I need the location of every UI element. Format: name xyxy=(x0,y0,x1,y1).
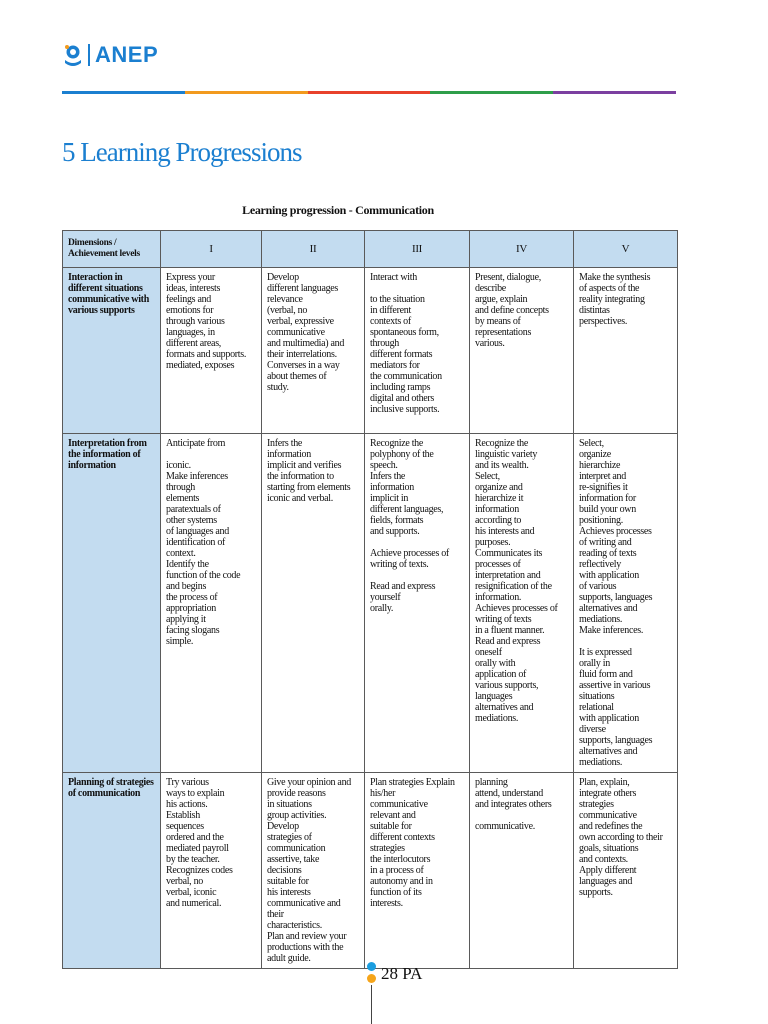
cell-text-line: of languages and xyxy=(166,526,229,537)
cell-text-line: identification of xyxy=(166,537,226,548)
cell-text-line: assertive in various xyxy=(579,680,651,691)
color-bar-segment xyxy=(185,91,308,94)
cell-text-line: mediations. xyxy=(579,757,623,768)
cell-text-line: ways to explain xyxy=(166,788,225,799)
cell-text-line: fluid form and xyxy=(579,669,633,680)
cell-text-line: his actions. xyxy=(166,799,208,810)
cell-text-line: resignification of the xyxy=(475,581,552,592)
level-cell xyxy=(161,268,262,434)
cell-text-line: and begins xyxy=(166,581,207,592)
cell-text-line: Select, xyxy=(475,471,500,482)
cell-text-line: Read and express oneself xyxy=(475,636,541,658)
cell-text-line: to the situation xyxy=(370,294,425,305)
cell-text-line: It is expressed xyxy=(579,647,632,658)
cell-text-line: processes of xyxy=(475,559,521,570)
color-bar-segment xyxy=(553,91,676,94)
cell-text-line: feelings and xyxy=(166,294,211,305)
cell-text-line: autonomy and in xyxy=(370,876,433,887)
level-header: I xyxy=(161,231,262,268)
cell-text-line: information for xyxy=(579,493,636,504)
color-bar-segment xyxy=(430,91,553,94)
footer-divider xyxy=(371,985,372,1024)
cell-text-line: sequences xyxy=(166,821,204,832)
cell-text-line: applying it xyxy=(166,614,206,625)
cell-text-line: writing of texts. xyxy=(370,559,429,570)
dimensions-header: Dimensions / Achievement levels xyxy=(63,231,161,268)
level-cell xyxy=(365,773,470,969)
cell-text-line: Present, dialogue, xyxy=(475,272,541,283)
dimension-cell: Interpretation from the information of information xyxy=(63,434,161,773)
cell-text-line: reading of texts xyxy=(579,548,637,559)
cell-text-line: through xyxy=(166,482,196,493)
cell-text-line: alternatives and xyxy=(475,702,534,713)
cell-text-line: in a fluent manner. xyxy=(475,625,545,636)
cell-text-line xyxy=(370,537,464,548)
cell-text-line: formats and supports. mediated, exposes xyxy=(166,349,247,371)
level-header: III xyxy=(365,231,470,268)
page-footer xyxy=(367,962,422,986)
cell-text-line: Recognizes codes xyxy=(166,865,233,876)
level-cell xyxy=(161,434,262,773)
level-cell xyxy=(470,434,574,773)
table-row xyxy=(63,434,678,773)
cell-text-line: facing slogans xyxy=(166,625,220,636)
cell-text-line: communicative xyxy=(370,799,428,810)
cell-text-line: various. xyxy=(475,338,505,349)
cell-text-line: starting from elements xyxy=(267,482,351,493)
footer-dot-icon xyxy=(367,962,376,971)
level-cell xyxy=(574,268,678,434)
cell-text-line: various supports, xyxy=(475,680,539,691)
cell-text-line: representations xyxy=(475,327,532,338)
cell-text-line: by means of xyxy=(475,316,521,327)
cell-text-line: Communicates its xyxy=(475,548,543,559)
cell-text-line: mediators for xyxy=(370,360,420,371)
cell-text-line: other systems xyxy=(166,515,217,526)
cell-text-line: Identify the xyxy=(166,559,209,570)
cell-text-line: different areas, xyxy=(166,338,221,349)
cell-text-line: polyphony of the xyxy=(370,449,434,460)
cell-text-line: information. xyxy=(475,592,522,603)
cell-text-line: alternatives and xyxy=(579,746,638,757)
cell-text-line: integrate others xyxy=(579,788,637,799)
cell-text-line: planning xyxy=(475,777,508,788)
cell-text-line: perspectives. xyxy=(579,316,628,327)
cell-text-line: Achieves processes xyxy=(579,526,652,537)
cell-text-line: Make the synthesis xyxy=(579,272,651,283)
cell-text-line: their interrelations. xyxy=(267,349,337,360)
cell-text-line: and supports. xyxy=(370,526,420,537)
cell-text-line: information xyxy=(370,482,414,493)
cell-text-line: communication xyxy=(267,843,326,854)
cell-text-line: supports, languages xyxy=(579,735,653,746)
cell-text-line: application of xyxy=(475,669,527,680)
cell-text-line: Recognize the xyxy=(370,438,424,449)
cell-text-line: Develop xyxy=(267,272,299,283)
cell-text-line: group activities. xyxy=(267,810,327,821)
cell-text-line: re-signifies it xyxy=(579,482,628,493)
cell-text-line: decisions xyxy=(267,865,302,876)
cell-text-line: verbal, expressive communicative xyxy=(267,316,334,338)
cell-text-line: emotions for xyxy=(166,305,214,316)
cell-text-line: hierarchize xyxy=(579,460,621,471)
cell-text-line: contexts of xyxy=(370,316,411,327)
cell-text-line: purposes. xyxy=(475,537,511,548)
cell-text-line: supports. xyxy=(579,887,613,898)
cell-text-line: verbal, iconic xyxy=(166,887,217,898)
cell-text-line: Read and express yourself xyxy=(370,581,436,603)
table-header-row xyxy=(63,231,678,268)
cell-text-line: Express your xyxy=(166,272,215,283)
cell-text-line: through xyxy=(370,338,400,349)
cell-text-line: attend, understand xyxy=(475,788,543,799)
cell-text-line: in situations xyxy=(267,799,312,810)
cell-text-line: interpretation and xyxy=(475,570,541,581)
cell-text-line: own according to their xyxy=(579,832,663,843)
cell-text-line: of aspects of the xyxy=(579,283,640,294)
level-cell xyxy=(574,434,678,773)
cell-text-line: context. xyxy=(166,548,196,559)
cell-text-line: speech. xyxy=(370,460,398,471)
cell-text-line: writing of texts xyxy=(475,614,532,625)
cell-text-line: characteristics. xyxy=(267,920,322,931)
cell-text-line: argue, explain xyxy=(475,294,528,305)
cell-text-line: Converses in a way xyxy=(267,360,340,371)
cell-text-line: communicative xyxy=(579,810,637,821)
cell-text-line: ideas, interests xyxy=(166,283,221,294)
cell-text-line: reality integrating xyxy=(579,294,645,305)
cell-text-line: by the teacher. xyxy=(166,854,220,865)
page-title: 5 Learning Progressions xyxy=(62,137,302,167)
cell-text-line: organize and xyxy=(475,482,523,493)
level-cell xyxy=(365,434,470,773)
cell-text-line: Achieve processes of xyxy=(370,548,449,559)
cell-text-line: study. xyxy=(267,382,289,393)
cell-text-line: paratextuals of xyxy=(166,504,221,515)
logo-separator xyxy=(88,44,90,66)
cell-text-line: hierarchize it xyxy=(475,493,524,504)
cell-text-line: function of the code xyxy=(166,570,241,581)
cell-text-line: of writing and xyxy=(579,537,632,548)
cell-text-line: interests. xyxy=(370,898,403,909)
cell-text-line: mediations. xyxy=(475,713,519,724)
cell-text-line: different languages relevance xyxy=(267,283,339,305)
cell-text-line: relational xyxy=(579,702,614,713)
cell-text-line: the communication xyxy=(370,371,442,382)
cell-text-line: implicit and verifies xyxy=(267,460,342,471)
cell-text-line: with application xyxy=(579,713,639,724)
cell-text-line: suitable for xyxy=(370,821,412,832)
dimension-cell: Planning of strategies of communication xyxy=(63,773,161,969)
cell-text-line: adult guide. xyxy=(267,953,311,964)
cell-text-line: communicative. xyxy=(475,821,535,832)
cell-text-line: fields, formats xyxy=(370,515,424,526)
cell-text-line: distintas xyxy=(579,305,610,316)
cell-text-line: function of its xyxy=(370,887,422,898)
level-header: IV xyxy=(470,231,574,268)
cell-text-line: the interlocutors xyxy=(370,854,431,865)
level-header: V xyxy=(574,231,678,268)
cell-text-line: strategies of xyxy=(267,832,312,843)
cell-text-line: Plan strategies Explain his/her xyxy=(370,777,455,799)
cell-text-line: build your own xyxy=(579,504,636,515)
cell-text-line: and redefines the xyxy=(579,821,643,832)
cell-text-line: relevant and xyxy=(370,810,416,821)
cell-text-line: and integrates others xyxy=(475,799,552,810)
cell-text-line: linguistic variety xyxy=(475,449,538,460)
level-cell xyxy=(262,434,365,773)
cell-text-line: orally with xyxy=(475,658,516,669)
cell-text-line: productions with the xyxy=(267,942,344,953)
cell-text-line: iconic. xyxy=(166,460,191,471)
cell-text-line: in a process of xyxy=(370,865,424,876)
cell-text-line xyxy=(370,283,464,294)
level-cell xyxy=(161,773,262,969)
logo-text: ANEP xyxy=(95,42,159,67)
cell-text-line: assertive, take xyxy=(267,854,320,865)
cell-text-line xyxy=(475,810,568,821)
cell-text-line: through various xyxy=(166,316,225,327)
table-row xyxy=(63,773,678,969)
level-cell xyxy=(470,268,574,434)
cell-text-line: and multimedia) and xyxy=(267,338,345,349)
level-cell xyxy=(574,773,678,969)
cell-text-line: and its wealth. xyxy=(475,460,529,471)
table-title: Learning progression - Communication xyxy=(242,203,434,217)
cell-text-line: Achieves processes of xyxy=(475,603,558,614)
cell-text-line: diverse xyxy=(579,724,606,735)
cell-text-line: orally. xyxy=(370,603,394,614)
cell-text-line: and numerical. xyxy=(166,898,222,909)
cell-text-line: elements xyxy=(166,493,200,504)
cell-text-line: spontaneous form, xyxy=(370,327,439,338)
cell-text-line: with application xyxy=(579,570,639,581)
cell-text-line: Plan and review your xyxy=(267,931,347,942)
cell-text-line: according to xyxy=(475,515,522,526)
cell-text-line: Plan, explain, xyxy=(579,777,630,788)
cell-text-line: organize xyxy=(579,449,611,460)
cell-text-line: simple. xyxy=(166,636,194,647)
cell-text-line: information xyxy=(475,504,519,515)
cell-text-line: strategies xyxy=(579,799,614,810)
table-row xyxy=(63,268,678,434)
cell-text-line: supports, languages xyxy=(579,592,653,603)
cell-text-line: interpret and xyxy=(579,471,626,482)
anep-logo xyxy=(62,40,158,70)
cell-text-line: the process of xyxy=(166,592,218,603)
color-bar-segment xyxy=(62,91,185,94)
cell-text-line: Infers the xyxy=(370,471,406,482)
cell-text-line: Recognize the xyxy=(475,438,529,449)
cell-text-line: mediations. xyxy=(579,614,623,625)
progression-table xyxy=(62,230,678,969)
page-number: 28 PA xyxy=(381,964,423,983)
cell-text-line: the information to xyxy=(267,471,334,482)
level-cell xyxy=(262,268,365,434)
cell-text-line: suitable for xyxy=(267,876,309,887)
cell-text-line: Give your opinion and provide reasons xyxy=(267,777,351,799)
anep-emblem-icon xyxy=(62,43,84,67)
cell-text-line: Infers the xyxy=(267,438,303,449)
level-cell xyxy=(365,268,470,434)
cell-text-line: alternatives and xyxy=(579,603,638,614)
header-color-bar xyxy=(62,91,676,94)
cell-text-line: (verbal, no xyxy=(267,305,308,316)
color-bar-segment xyxy=(308,91,431,94)
cell-text-line: Anticipate from xyxy=(166,438,226,449)
cell-text-line: including ramps xyxy=(370,382,431,393)
cell-text-line: Make inferences. xyxy=(579,625,644,636)
cell-text-line: situations xyxy=(579,691,615,702)
cell-text-line: information xyxy=(267,449,311,460)
cell-text-line: ordered and the xyxy=(166,832,224,843)
cell-text-line: positioning. xyxy=(579,515,623,526)
cell-text-line: Apply different xyxy=(579,865,637,876)
cell-text-line: and define concepts xyxy=(475,305,549,316)
cell-text-line: verbal, no xyxy=(166,876,203,887)
cell-text-line: his interests and xyxy=(475,526,535,537)
cell-text-line: different formats xyxy=(370,349,433,360)
cell-text-line: languages, in xyxy=(166,327,215,338)
cell-text-line: orally in xyxy=(579,658,610,669)
cell-text-line: of various xyxy=(579,581,617,592)
cell-text-line: implicit in xyxy=(370,493,409,504)
cell-text-line: his interests xyxy=(267,887,311,898)
cell-text-line: digital and others xyxy=(370,393,435,404)
cell-text-line: Develop xyxy=(267,821,299,832)
cell-text-line: Establish xyxy=(166,810,200,821)
footer-dots-icon xyxy=(367,962,377,986)
cell-text-line: inclusive supports. xyxy=(370,404,440,415)
cell-text-line: languages and xyxy=(579,876,633,887)
cell-text-line: Make inferences xyxy=(166,471,228,482)
level-cell xyxy=(262,773,365,969)
cell-text-line: reflectively xyxy=(579,559,621,570)
cell-text-line: Select, xyxy=(579,438,604,449)
cell-text-line: in different xyxy=(370,305,411,316)
cell-text-line: goals, situations xyxy=(579,843,639,854)
cell-text-line: mediated payroll xyxy=(166,843,229,854)
cell-text-line xyxy=(579,636,672,647)
cell-text-line xyxy=(370,570,464,581)
dimension-cell: Interaction in different situations communicative with various supports xyxy=(63,268,161,434)
cell-text-line: about themes of xyxy=(267,371,327,382)
cell-text-line xyxy=(166,449,256,460)
cell-text-line: different contexts strategies xyxy=(370,832,435,854)
cell-text-line: different languages, xyxy=(370,504,444,515)
cell-text-line: describe xyxy=(475,283,506,294)
cell-text-line: Interact with xyxy=(370,272,417,283)
cell-text-line: and contexts. xyxy=(579,854,628,865)
cell-text-line: communicative and their xyxy=(267,898,341,920)
level-header: II xyxy=(262,231,365,268)
level-cell xyxy=(470,773,574,969)
cell-text-line: iconic and verbal. xyxy=(267,493,333,504)
cell-text-line: languages xyxy=(475,691,513,702)
cell-text-line: Try various xyxy=(166,777,209,788)
footer-dot-icon xyxy=(367,974,376,983)
cell-text-line: appropriation xyxy=(166,603,216,614)
